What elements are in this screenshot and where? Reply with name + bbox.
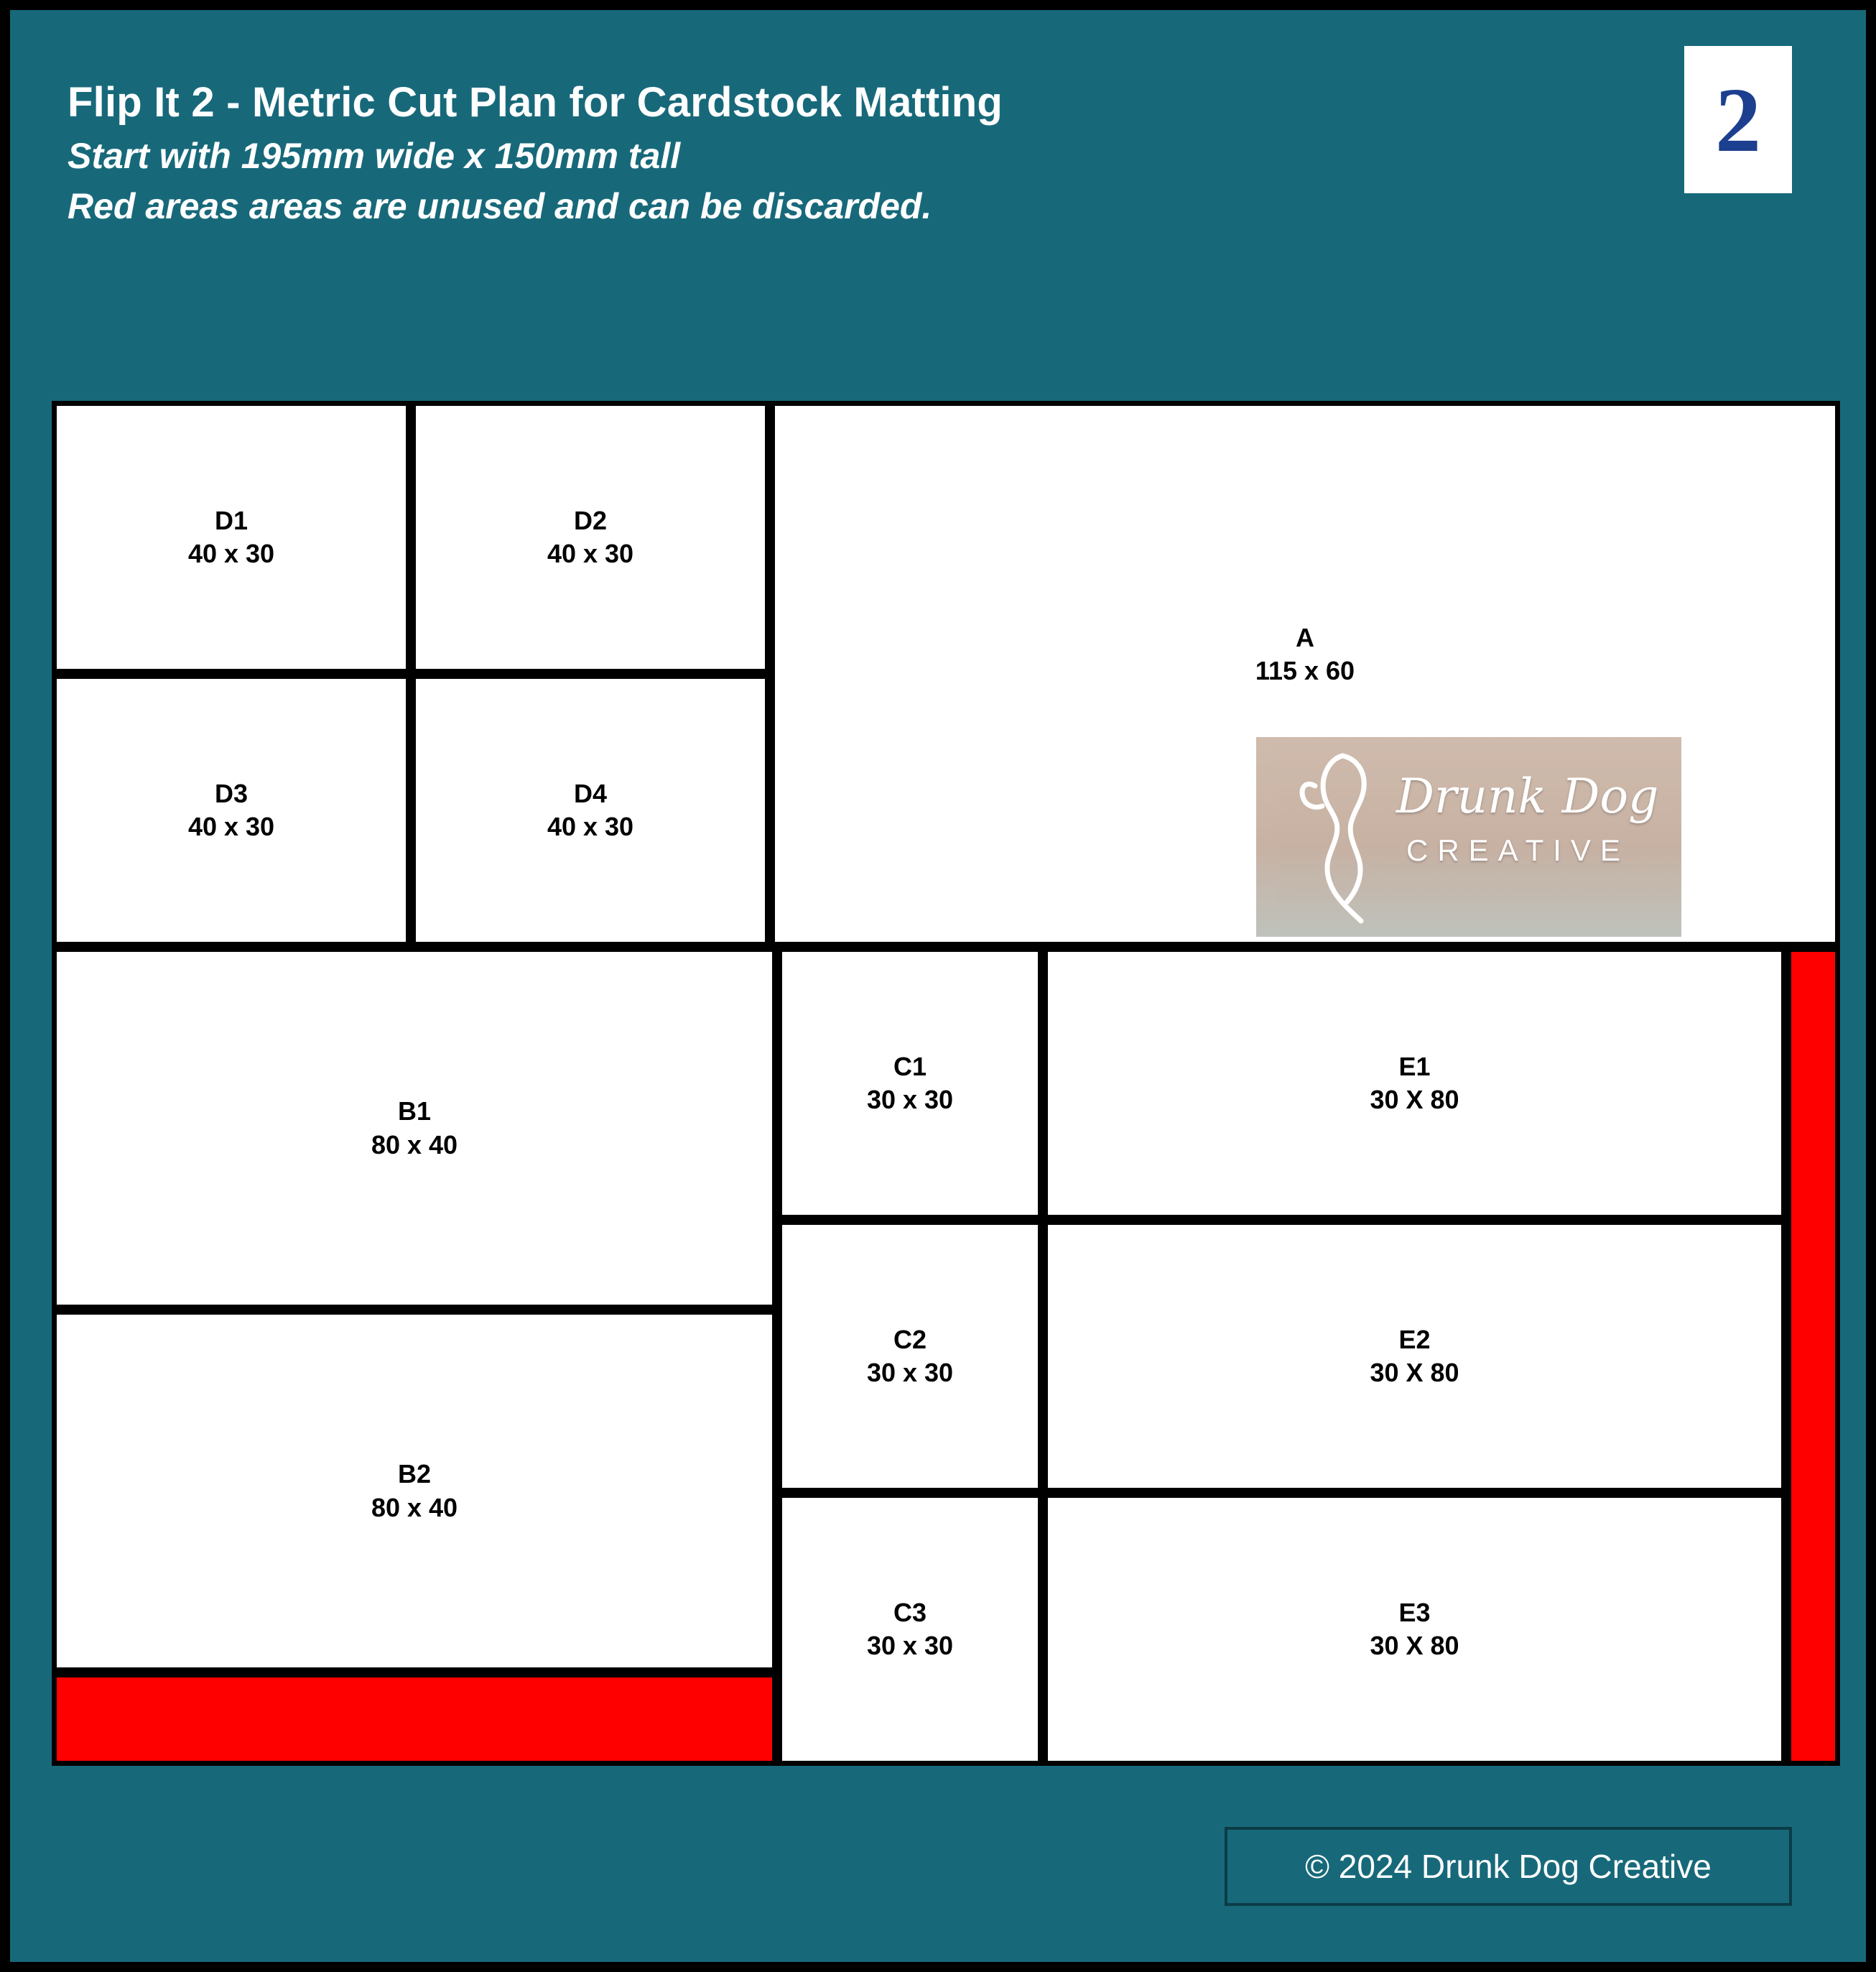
piece-e2-dimensions: 30 X 80 — [1370, 1358, 1459, 1387]
page-number-badge — [1684, 46, 1792, 193]
piece-a-label: A — [1296, 623, 1314, 652]
piece-d3 — [52, 674, 411, 947]
piece-e1-dimensions: 30 X 80 — [1370, 1085, 1459, 1114]
dog-icon — [1286, 749, 1394, 927]
poster-canvas — [10, 10, 1866, 1962]
piece-a-dimensions: 115 x 60 — [1255, 656, 1355, 686]
piece-b2 — [52, 1310, 777, 1672]
piece-c2 — [777, 1220, 1043, 1493]
piece-d1-dimensions: 40 x 30 — [187, 539, 275, 568]
piece-e3-dimensions: 30 X 80 — [1370, 1631, 1459, 1660]
piece-c2-label: C2 — [893, 1324, 927, 1354]
piece-c3 — [777, 1493, 1043, 1766]
header — [68, 78, 1576, 227]
piece-e3-label: E3 — [1398, 1597, 1431, 1627]
piece-e2 — [1043, 1220, 1786, 1493]
piece-d1 — [52, 401, 411, 674]
piece-b1-label: B1 — [397, 1096, 432, 1126]
piece-b2-dimensions: 80 x 40 — [371, 1492, 458, 1522]
subtitle-start-size: Start with 195mm wide x 150mm tall — [68, 136, 681, 176]
piece-e3 — [1043, 1493, 1786, 1766]
piece-d4 — [411, 674, 770, 947]
piece-c2-dimensions: 30 x 30 — [866, 1358, 954, 1387]
piece-d4-label: D4 — [573, 778, 608, 808]
watermark-line1: Drunk Dog — [1396, 769, 1659, 824]
cut-plan-diagram — [52, 401, 1840, 1816]
piece-b1-dimensions: 80 x 40 — [371, 1129, 458, 1159]
watermark-line2: CREATIVE — [1406, 833, 1630, 867]
scrap-area-bottom-left — [52, 1672, 777, 1766]
subtitle-red-areas: Red areas areas are unused and can be discarded. — [68, 186, 932, 226]
copyright-box — [1225, 1827, 1792, 1906]
page-title: Flip It 2 - Metric Cut Plan for Cardstock Matting — [68, 79, 1003, 126]
piece-d2-label: D2 — [573, 505, 608, 535]
piece-c1 — [777, 947, 1043, 1220]
piece-d2-dimensions: 40 x 30 — [547, 539, 634, 568]
piece-c3-label: C3 — [893, 1597, 927, 1627]
piece-d3-dimensions: 40 x 30 — [187, 812, 275, 841]
piece-b1 — [52, 947, 777, 1310]
piece-e1 — [1043, 947, 1786, 1220]
piece-d1-label: D1 — [214, 505, 249, 535]
scrap-area-right — [1786, 947, 1840, 1766]
piece-e1-label: E1 — [1398, 1051, 1431, 1081]
piece-c1-label: C1 — [893, 1051, 927, 1081]
piece-e2-label: E2 — [1398, 1324, 1431, 1354]
piece-b2-label: B2 — [397, 1459, 432, 1489]
page-number-text: 2 — [1715, 68, 1761, 171]
piece-d4-dimensions: 40 x 30 — [547, 812, 634, 841]
watermark-logo — [1256, 737, 1681, 937]
piece-d3-label: D3 — [214, 778, 249, 808]
piece-c1-dimensions: 30 x 30 — [866, 1085, 954, 1114]
copyright-text: © 2024 Drunk Dog Creative — [1305, 1848, 1712, 1885]
piece-c3-dimensions: 30 x 30 — [866, 1631, 954, 1660]
watermark-text — [1396, 769, 1659, 868]
piece-d2 — [411, 401, 770, 674]
